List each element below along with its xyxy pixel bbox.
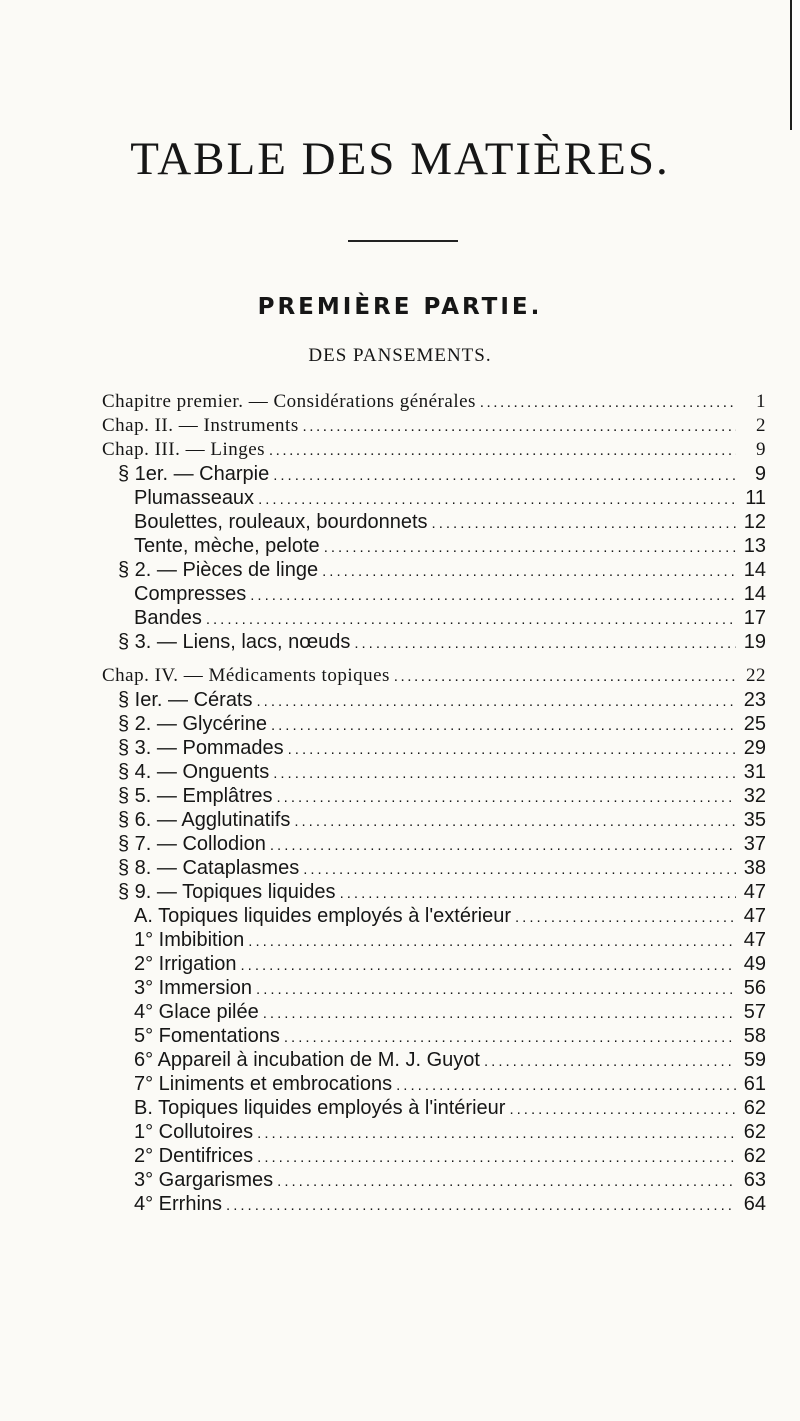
toc-entry-page: 1 [756, 391, 766, 412]
toc-entry-label: § 2. — Glycérine [118, 713, 267, 735]
toc-entry-page: 19 [743, 631, 766, 653]
toc-entry-page: 9 [756, 439, 766, 460]
toc-entry [118, 711, 766, 737]
toc-entry-label: 7° Liniments et embrocations [134, 1073, 393, 1095]
toc-entry-page: 17 [743, 607, 766, 629]
toc-entry [134, 509, 766, 535]
toc-entry-page: 32 [743, 785, 766, 807]
toc-entry [118, 807, 766, 833]
toc-entry [134, 485, 766, 511]
leader-dots [226, 1193, 736, 1219]
toc-entry-label: 2° Dentifrices [134, 1145, 254, 1167]
toc-entry-label: 5° Fomentations [134, 1025, 280, 1047]
page-title: TABLE DES MATIÈRES. [130, 133, 670, 185]
toc-entry-page: 63 [743, 1169, 766, 1191]
toc-entry-label: § 8. — Cataplasmes [118, 857, 300, 879]
toc-entry [134, 605, 766, 631]
toc-entry-page: 61 [743, 1073, 766, 1095]
toc-entry [118, 687, 766, 713]
toc-entry [134, 951, 766, 977]
toc-entry-page: 11 [745, 487, 766, 509]
toc-entry-label: § 1er. — Charpie [118, 463, 270, 485]
toc-entry [134, 1095, 766, 1121]
toc-entry-page: 2 [756, 415, 766, 436]
toc-entry [118, 831, 766, 857]
toc-entry-label: 4° Errhins [134, 1193, 223, 1215]
toc-entry-label: § 7. — Collodion [118, 833, 266, 855]
toc-entry [134, 1023, 766, 1049]
part-subtitle: DES PANSEMENTS. [308, 345, 492, 366]
toc-entry-page: 47 [743, 881, 766, 903]
toc-entry [118, 783, 766, 809]
toc-entry [134, 903, 766, 929]
toc-entry [134, 1167, 766, 1193]
toc-entry-page: 37 [743, 833, 766, 855]
toc-entry-label: § 6. — Agglutinatifs [118, 809, 291, 831]
toc-entry [102, 389, 766, 415]
toc-entry-page: 29 [743, 737, 766, 759]
toc-entry-page: 62 [743, 1121, 766, 1143]
toc-entry-page: 47 [743, 929, 766, 951]
toc-entry-page: 62 [743, 1097, 766, 1119]
toc-entry [134, 975, 766, 1001]
title-divider [348, 240, 458, 242]
toc-entry [118, 629, 766, 655]
toc-entry-page: 12 [743, 511, 766, 533]
toc-entry-label: Chapitre premier. — Considérations générales [102, 391, 476, 412]
toc-entry-label: 3° Gargarismes [134, 1169, 274, 1191]
toc-entry-label: § 5. — Emplâtres [118, 785, 273, 807]
toc-entry-label: 3° Immersion [134, 977, 253, 999]
toc-entry-label: § 4. — Onguents [118, 761, 270, 783]
toc-entry-page: 23 [743, 689, 766, 711]
toc-entry-page: 9 [754, 463, 766, 485]
toc-entry-page: 25 [743, 713, 766, 735]
toc-entry-label: § 3. — Pommades [118, 737, 284, 759]
toc-entry-page: 38 [743, 857, 766, 879]
toc-entry [102, 437, 766, 463]
toc-entry-page: 35 [743, 809, 766, 831]
toc-entry-label: 2° Irrigation [134, 953, 237, 975]
toc-entry-label: Chap. IV. — Médicaments topiques [102, 665, 390, 686]
toc-entry-label: Chap. II. — Instruments [102, 415, 299, 436]
toc-entry-page: 14 [743, 583, 766, 605]
toc-entry-page: 47 [743, 905, 766, 927]
toc-entry-label: B. Topiques liquides employés à l'intérieur [134, 1097, 506, 1119]
toc-entry [134, 533, 766, 559]
toc-entry-page: 62 [743, 1145, 766, 1167]
page-edge-shadow [790, 0, 800, 130]
toc-entry-page: 56 [743, 977, 766, 999]
toc-entry [118, 735, 766, 761]
toc-entry-page: 58 [743, 1025, 766, 1047]
toc-entry-page: 49 [743, 953, 766, 975]
toc-entry [118, 759, 766, 785]
leader-dots [354, 631, 736, 657]
toc-entry-label: § 2. — Pièces de linge [118, 559, 319, 581]
toc-entry [134, 927, 766, 953]
toc-entry-label: 4° Glace pilée [134, 1001, 259, 1023]
toc-entry [118, 855, 766, 881]
toc-entry [102, 663, 766, 689]
toc-entry [134, 581, 766, 607]
toc-entry-label: 1° Collutoires [134, 1121, 254, 1143]
toc-entry [134, 1143, 766, 1169]
toc-entry-label: Boulettes, rouleaux, bourdonnets [134, 511, 428, 533]
toc-entry-page: 22 [746, 665, 766, 686]
toc-entry [134, 1071, 766, 1097]
toc-entry-label: Chap. III. — Linges [102, 439, 266, 460]
toc-entry-page: 57 [743, 1001, 766, 1023]
toc-entry [118, 879, 766, 905]
toc-entry-page: 64 [743, 1193, 766, 1215]
toc-entry [134, 1191, 766, 1217]
toc-entry [102, 413, 766, 439]
toc-entry-page: 13 [743, 535, 766, 557]
toc-entry-label: Plumasseaux [134, 487, 255, 509]
toc-entry [134, 1119, 766, 1145]
toc-entry-label: § Ier. — Cérats [118, 689, 253, 711]
toc-entry-label: 6° Appareil à incubation de M. J. Guyot [134, 1049, 480, 1071]
toc-entry-label: § 3. — Liens, lacs, nœuds [118, 631, 351, 653]
toc-entry-label: 1° Imbibition [134, 929, 245, 951]
toc-entry [134, 999, 766, 1025]
toc-entry [118, 461, 766, 487]
toc-entry-label: A. Topiques liquides employés à l'extérieur [134, 905, 511, 927]
toc-entry-label: § 9. — Topiques liquides [118, 881, 336, 903]
toc-entry [118, 557, 766, 583]
toc-entry-label: Tente, mèche, pelote [134, 535, 320, 557]
toc-entry-page: 59 [743, 1049, 766, 1071]
toc-entry [134, 1047, 766, 1073]
toc-entry-label: Compresses [134, 583, 247, 605]
toc-entry-page: 14 [743, 559, 766, 581]
toc-entry-page: 31 [743, 761, 766, 783]
toc-entry-label: Bandes [134, 607, 202, 629]
part-heading: PREMIÈRE PARTIE. [257, 294, 543, 320]
